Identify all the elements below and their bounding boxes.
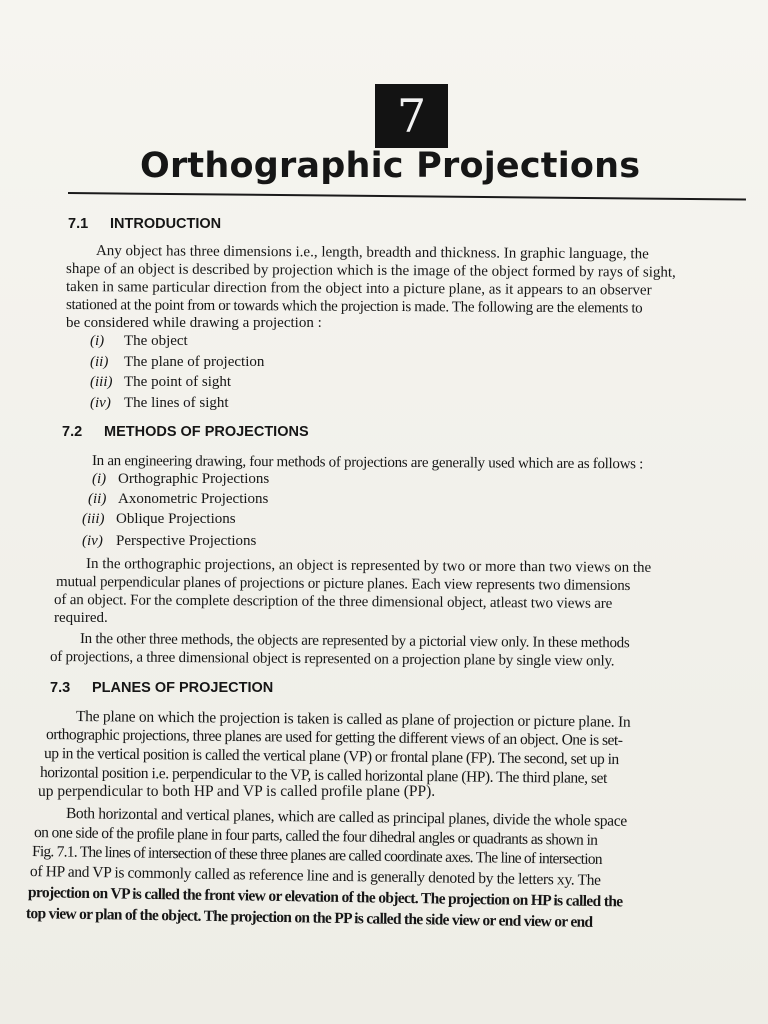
- list-item: [88, 491, 268, 508]
- paragraph-line: up in the vertical position is called the vertical plane (VP) or frontal plane (FP). The second, set up in: [43, 745, 619, 769]
- chapter-title: Orthographic Projections: [140, 146, 641, 186]
- paragraph-line: orthographic projections, three planes are used for getting the different views of an object. One is set-: [45, 726, 623, 750]
- list-item: [90, 395, 229, 412]
- list-item: [90, 354, 264, 371]
- list-text: The plane of projection: [124, 354, 265, 370]
- list-marker: (i): [90, 333, 105, 349]
- section-number: 7.1: [68, 216, 89, 232]
- list-item: [92, 471, 269, 488]
- section-title: INTRODUCTION: [110, 216, 222, 232]
- paragraph-line: stationed at the point from or towards which the projection is made. The following are the elements to: [65, 297, 643, 317]
- section-number: 7.2: [62, 424, 83, 440]
- paragraph-line: In the orthographic projections, an object is represented by two or more than two views on the: [85, 556, 652, 576]
- list-text: The point of sight: [124, 374, 232, 390]
- list-text: Axonometric Projections: [118, 491, 269, 507]
- paragraph-line: up perpendicular to both HP and VP is called profile plane (PP).: [38, 783, 436, 800]
- list-text: The lines of sight: [124, 395, 229, 411]
- paragraph-line: In an engineering drawing, four methods of projections are generally used which are as follows :: [91, 453, 644, 473]
- title-rule: [68, 192, 746, 201]
- paragraph-line: Any object has three dimensions i.e., length, breadth and thickness. In graphic language, the: [95, 243, 649, 263]
- paragraph-line-bold: top view or plan of the object. The projection on the PP is called the side view or end view or end: [25, 905, 593, 931]
- paragraph-line: required.: [54, 610, 108, 626]
- list-item: [90, 374, 231, 391]
- chapter-number-box: [375, 84, 448, 148]
- paragraph-line: The plane on which the projection is taken is called as plane of projection or picture plane. In: [75, 708, 631, 731]
- chapter-number: 7: [396, 89, 427, 143]
- paragraph-line: shape of an object is described by projection which is the image of the object formed by rays of sight,: [65, 261, 676, 281]
- list-marker: (iii): [90, 374, 113, 390]
- section-heading-planes: [50, 680, 273, 696]
- list-marker: (iv): [90, 395, 111, 411]
- list-marker: (ii): [90, 354, 109, 370]
- paragraph-line-bold: projection on VP is called the front view or elevation of the object. The projection on HP is called the: [27, 884, 623, 911]
- section-heading-introduction: [68, 216, 221, 232]
- list-marker: (i): [92, 471, 107, 487]
- paragraph-line: of an object. For the complete description of the three dimensional object, atleast two views are: [53, 592, 613, 612]
- paragraph-line: of projections, a three dimensional object is represented on a projection plane by single view only.: [49, 649, 615, 670]
- paragraph-line: taken in same particular direction from the object into a picture plane, as it appears to an observer: [65, 279, 652, 299]
- paragraph-line: horizontal position i.e. perpendicular to the VP, is called horizontal plane (HP). The third plane, set: [39, 764, 607, 787]
- list-text: Perspective Projections: [116, 533, 257, 549]
- list-marker: (iii): [82, 511, 105, 527]
- section-title: METHODS OF PROJECTIONS: [104, 424, 309, 440]
- list-item: [82, 533, 256, 550]
- list-text: Oblique Projections: [116, 511, 236, 527]
- paragraph-line: Fig. 7.1. The lines of intersection of these three planes are called coordinate axes. The line of intersection: [31, 843, 602, 868]
- list-item: [90, 333, 188, 350]
- paragraph-line: on one side of the profile plane in four parts, called the four dihedral angles or quadrants as shown in: [33, 824, 598, 849]
- list-marker: (ii): [88, 491, 107, 507]
- section-title: PLANES OF PROJECTION: [92, 680, 274, 696]
- list-text: The object: [124, 333, 188, 349]
- paragraph-line: In the other three methods, the objects are represented by a pictorial view only. In these methods: [79, 631, 630, 652]
- list-text: Orthographic Projections: [118, 471, 270, 487]
- paragraph-line: Both horizontal and vertical planes, which are called as principal planes, divide the whole space: [65, 805, 627, 830]
- section-heading-methods: [62, 424, 309, 440]
- paragraph-line: of HP and VP is commonly called as reference line and is generally denoted by the letters xy. The: [29, 863, 601, 889]
- section-number: 7.3: [50, 680, 71, 696]
- paragraph-line: be considered while drawing a projection :: [66, 315, 322, 331]
- list-item: [82, 511, 236, 528]
- paragraph-line: mutual perpendicular planes of projections or picture planes. Each view represents two dimensions: [55, 574, 631, 595]
- list-marker: (iv): [82, 533, 103, 549]
